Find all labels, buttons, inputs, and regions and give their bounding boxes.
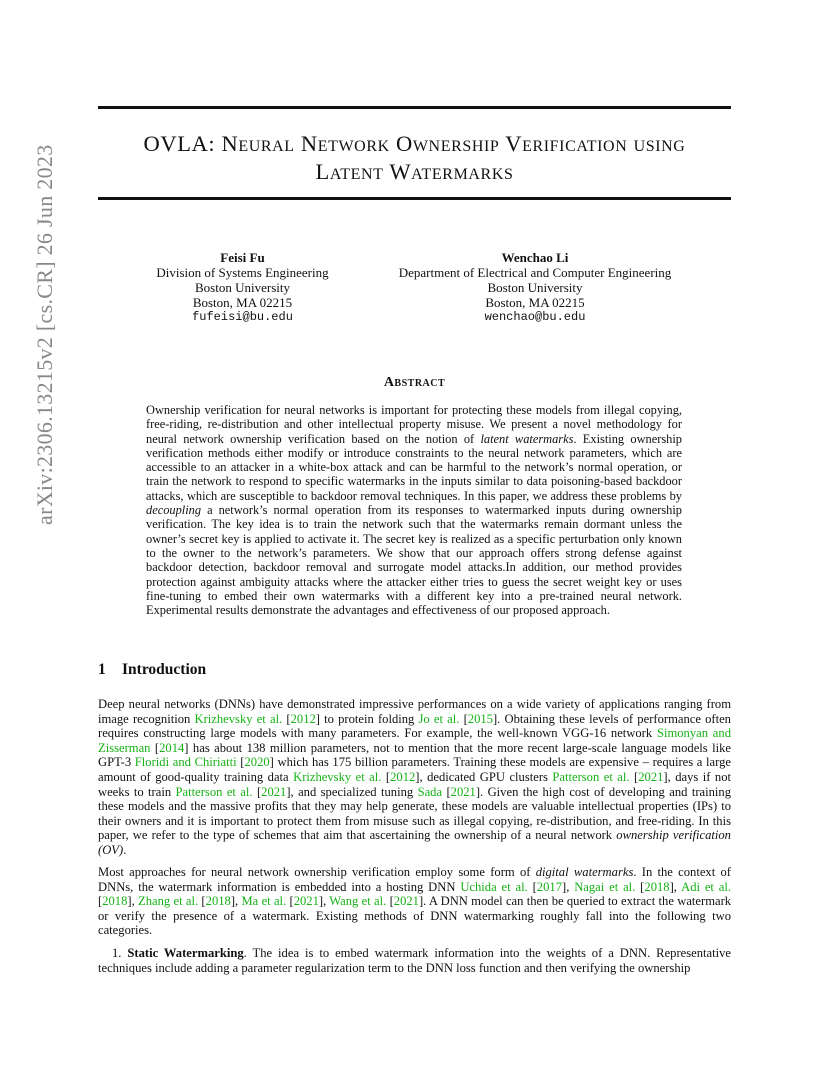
body-text: . [123, 842, 127, 857]
abstract-text: a network’s normal operation from its responses to watermarked inputs during ownership verification. The key idea is to train the network such that the watermarks remain dormant unless the owner’s secret key is applied to activate it. The secret key is realized as a specific perturbation only known to the owner to the network’s parameters. We show that our approach offers strong defense against backdoor detection, backdoor removal and surrogate model attacks.In addition, our method provides protection against ambiguity attacks where the attacker either tries to guess the secret weight key or uses fine-tuning to embed their own watermarks with a different key into a pre-trained neural network. Experimental results demonstrate the advantages and effectiveness of our proposed approach. [146, 503, 682, 618]
body-text: has about 138 million parameters, not to mention that the more recent large-scale language models like GPT-3 [98, 740, 731, 770]
body-text: . In the context of DNNs, the watermark information is embedded into a hosting DNN [98, 865, 731, 894]
citation-link[interactable]: Nagai et al. [574, 879, 636, 894]
citation-year[interactable]: 2018 [205, 894, 231, 909]
list-number: 1. [112, 946, 128, 960]
title-prefix: OVLA: [143, 131, 222, 156]
citation-year[interactable]: 2012 [290, 711, 316, 726]
author-university: Boston University [487, 280, 583, 295]
body-text: , [235, 894, 242, 909]
citation-year[interactable]: 2012 [390, 769, 416, 784]
bold-term: Static Watermarking [127, 946, 244, 960]
author-affiliation: Division of Systems Engineering [156, 265, 329, 280]
body-text: , [673, 879, 682, 894]
citation-link[interactable]: Simonyan and Zisserman [98, 726, 731, 755]
paper-title [98, 130, 731, 186]
body-text: . Given the high cost of developing and training these models and the massive profits that they may help generate, these models are valuable intellectual properties (IPs) to their owners and it is important to protect them from misuse such as illegal copying, re-distribution, and free-riding. In this paper, we refer to the type of schemes that aim that ascertaining the ownership of a neural network [98, 784, 732, 843]
author-university: Boston University [195, 280, 290, 295]
citation-year[interactable]: 2014 [159, 740, 185, 755]
citation-year[interactable]: 2018 [102, 894, 128, 909]
intro-paragraph-1: Deep neural networks (DNNs) have demonstrated impressive performances on a wide variety of applications ranging from image recognition Krizhevsky et al. [2012] to protein folding Jo et al. [2015]. Obtaining these levels of performance often requires constructing large models with many parameters. For example, the well-known VGG-16 network Simonyan and Zisserman [2014] has about 138 million parameters, not to mention that the more recent large-scale language models like GPT-3 Floridi and Chiriatti [2020] which has 175 billion parameters. Training these models are expensive – requires a large amount of good-quality training data Krizhevsky et al. [2012], dedicated GPU clusters Patterson et al. [2021], days if not weeks to train Patterson et al. [2021], and specialized tuning Sada [2021]. Given the high cost of developing and training these models and the massive profits that they may help generate, these models are valuable intellectual properties (IPs) to their owners and it is important to protect them from misuse such as illegal copying, re-distribution, and free-riding. In this paper, we refer to the type of schemes that aim that ascertaining the ownership of a neural network ownership verification (OV). [98, 697, 732, 857]
citation-link[interactable]: Krizhevsky et al. [194, 711, 283, 726]
arxiv-stamp: arXiv:2306.13215v2 [cs.CR] 26 Jun 2023 [32, 144, 57, 525]
title-bottom-rule [98, 197, 731, 200]
citation-year[interactable]: 2021 [293, 894, 319, 909]
citation-year[interactable]: 2021 [638, 769, 664, 784]
abstract-text: Ownership verification for neural networks is important for protecting these models from illegal copying, free-riding, re-distribution and other intellectual property misuse. We present a novel methodology for neural network ownership verification based on the notion of [146, 403, 682, 446]
author-block-2 [385, 250, 685, 325]
title-line-1: Neural Network Ownership Verification using [221, 131, 686, 156]
author-email[interactable]: fufeisi@bu.edu [192, 310, 293, 324]
citation-year[interactable]: 2015 [467, 711, 493, 726]
body-text: . The idea is to embed watermark information into the weights of a DNN. Representative techniques include adding a parameter regularization term to the DNN loss function and then verifying the ownership [98, 946, 731, 975]
citation-link[interactable]: Floridi and Chiriatti [134, 755, 237, 770]
citation-year[interactable]: 2021 [450, 784, 476, 799]
citation-year[interactable]: 2018 [644, 879, 670, 894]
citation-link[interactable]: Patterson et al. [552, 769, 630, 784]
author-email[interactable]: wenchao@bu.edu [484, 310, 586, 324]
abstract-emphasis: latent watermarks [480, 431, 574, 446]
body-text: , [566, 879, 575, 894]
body-text: Most approaches for neural network ownership verification employ some form of [98, 865, 536, 879]
body-text: , [323, 894, 330, 909]
body-text: which has 175 billion parameters. Training these models are expensive – requires a large amount of good-quality training data [98, 755, 732, 784]
body-text: Deep neural networks (DNNs) have demonstrated impressive performances on a wide variety of applications ranging from image recognition [98, 697, 731, 726]
title-top-rule [98, 106, 731, 109]
citation-link[interactable]: Wang et al. [329, 894, 387, 909]
abstract-text: . Existing ownership verification methods either modify or introduce constraints to the neural network parameters, which are accessible to an attacker in a white-box attack and can be harmful to the network’s normal operation, or train the network to respond to specific watermarks in the inputs similar to data poisoning-based backdoor attacks, which are susceptible to backdoor removal techniques. In this paper, we address these problems by [146, 431, 682, 503]
body-text: , dedicated GPU clusters [419, 769, 553, 784]
citation-year[interactable]: 2017 [536, 879, 562, 894]
author-location: Boston, MA 02215 [192, 295, 293, 310]
citation-year[interactable]: 2021 [261, 784, 287, 799]
citation-year[interactable]: 2020 [244, 755, 270, 770]
citation-year[interactable]: 2021 [393, 894, 419, 909]
citation-link[interactable]: Uchida et al. [460, 879, 528, 894]
body-text: , [131, 894, 139, 909]
citation-link[interactable]: Sada [417, 784, 443, 799]
citation-link[interactable]: Ma et al. [241, 894, 287, 909]
abstract-body [146, 403, 682, 617]
body-text: to protein folding [319, 711, 419, 726]
title-line-2: Latent Watermarks [315, 159, 514, 184]
body-text: , days if not weeks to train [98, 769, 732, 799]
section-number: 1 [98, 661, 106, 678]
citation-link[interactable]: Patterson et al. [175, 784, 253, 799]
author-affiliation: Department of Electrical and Computer Engineering [398, 265, 672, 280]
section-heading-introduction [98, 661, 206, 679]
author-name: Wenchao Li [501, 250, 569, 265]
citation-link[interactable]: Adi et al. [681, 879, 732, 894]
citation-link[interactable]: Krizhevsky et al. [293, 769, 382, 784]
emphasis-text: digital watermarks [535, 865, 634, 879]
citation-link[interactable]: Zhang et al. [138, 894, 199, 909]
abstract-emphasis: decoupling [146, 503, 202, 518]
citation-link[interactable]: Jo et al. [418, 711, 460, 726]
intro-paragraph-2: Most approaches for neural network ownership verification employ some form of digital watermarks. In the context of DNNs, the watermark information is embedded into a hosting DNN Uchida et al. [2017], Nagai et al. [2018], Adi et al. [2018], Zhang et al. [2018], Ma et al. [2021], Wang et al. [2021]. A DNN model can then be queried to extract the watermark or verify the presence of a watermark. Existing methods of DNN watermarking roughly fall into the following two categories. [98, 865, 732, 938]
intro-paragraph-3 [98, 946, 731, 975]
emphasis-text: ownership verification (OV) [98, 828, 731, 857]
author-location: Boston, MA 02215 [485, 295, 585, 310]
body-text: . Obtaining these levels of performance often requires constructing large models with many parameters. For example, the well-known VGG-16 network [98, 711, 731, 741]
abstract-heading: Abstract [383, 375, 446, 390]
author-name: Feisi Fu [220, 250, 265, 265]
body-text: , and specialized tuning [290, 784, 418, 799]
author-block-1 [140, 250, 345, 325]
section-title: Introduction [122, 661, 207, 678]
body-text: . A DNN model can then be queried to extract the watermark or verify the presence of a watermark. Existing methods of DNN watermarking roughly fall into the following two categories. [98, 894, 732, 938]
